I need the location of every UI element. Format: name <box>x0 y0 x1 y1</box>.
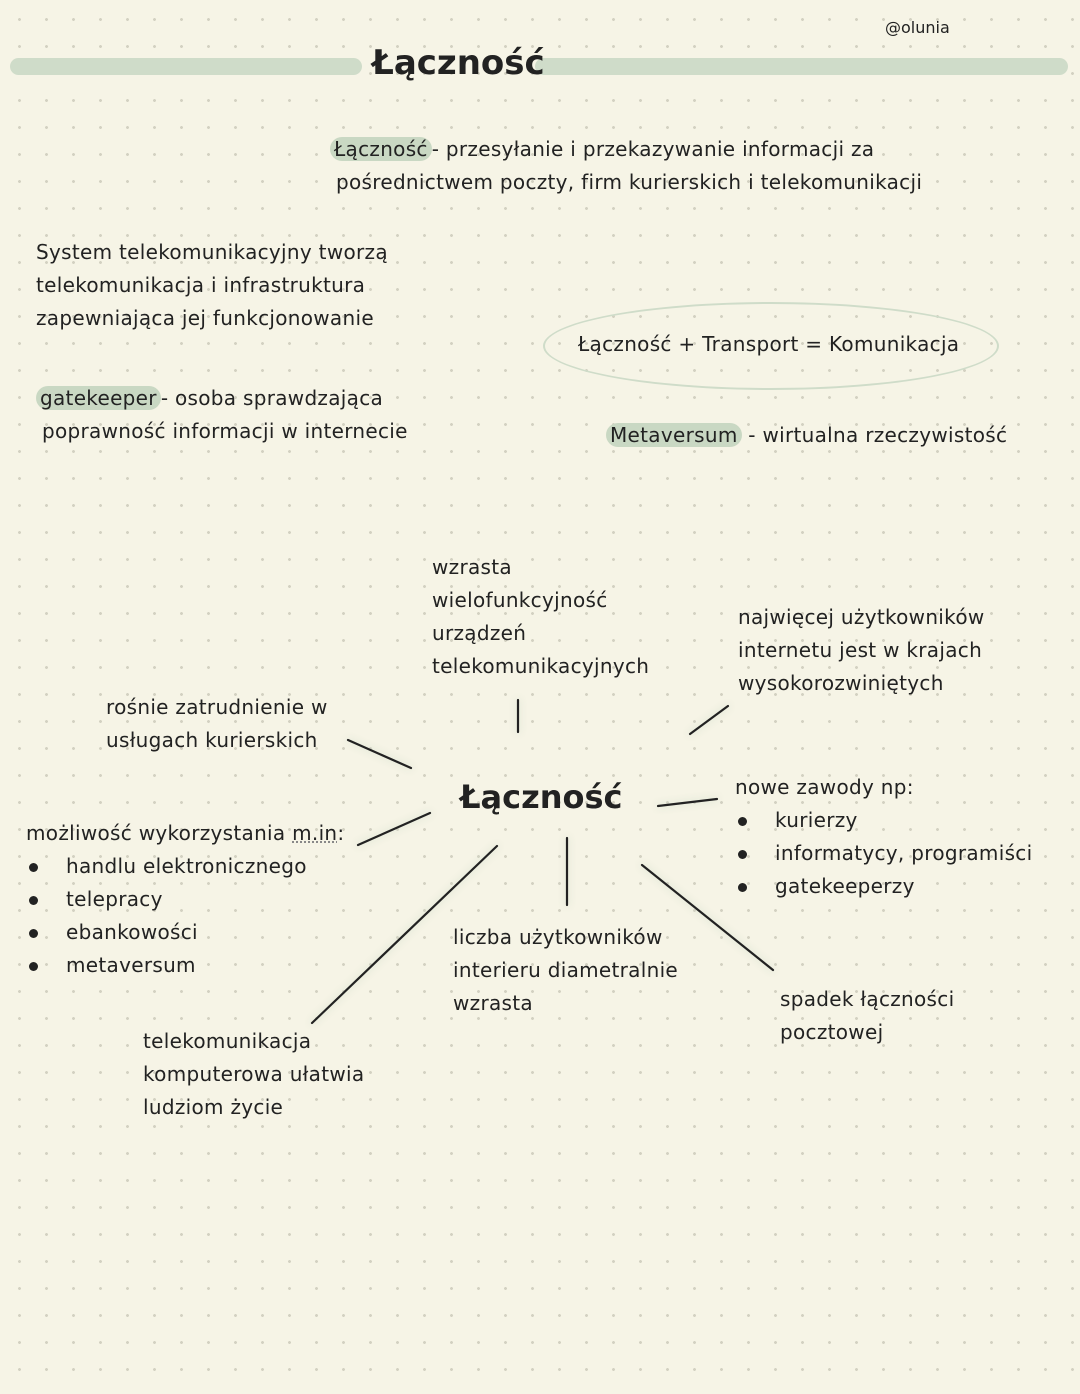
gatekeeper-line2: poprawność informacji w internecie <box>42 419 408 443</box>
connector-right-mid <box>658 799 717 806</box>
node-line: interieru diametralnie <box>453 958 679 982</box>
node-line: liczba użytkowników <box>453 925 663 949</box>
connector-left-top <box>348 740 411 768</box>
connector-top-right <box>690 706 728 734</box>
mindmap-node-left-mid <box>26 817 344 982</box>
node-line: usługach kurierskich <box>106 728 318 752</box>
node-line: wielofunkcyjność <box>432 588 608 612</box>
node-line: komputerowa ułatwia <box>143 1062 365 1086</box>
mindmap-node-top-right <box>738 601 985 700</box>
gatekeeper-term: gatekeeper <box>36 386 161 410</box>
mindmap-node-bottom-left <box>143 1025 364 1124</box>
definition-line1: - przesyłanie i przekazywanie informacji za <box>431 137 875 161</box>
equation-text: Łączność + Transport = Komunikacja <box>578 332 960 356</box>
list-item: metaversum <box>26 949 344 982</box>
mindmap-center: Łączność <box>460 778 623 816</box>
mindmap-node-right-mid <box>735 771 1032 903</box>
definition-term: Łączność <box>330 137 432 161</box>
metaversum-term: Metaversum <box>606 423 742 447</box>
node-line: wysokorozwiniętych <box>738 671 944 695</box>
gatekeeper-line1: - osoba sprawdzająca <box>160 386 384 410</box>
list-item: handlu elektronicznego <box>26 850 344 883</box>
node-line: rośnie zatrudnienie w <box>106 695 328 719</box>
system-note-line: telekomunikacja i infrastruktura <box>36 273 366 297</box>
author-tag: @olunia <box>885 18 950 37</box>
node-line: telekomunikacyjnych <box>432 654 650 678</box>
page-title: Łączność <box>372 43 545 83</box>
list-item: kurierzy <box>735 804 1032 837</box>
system-note-line: zapewniająca jej funkcjonowanie <box>36 306 374 330</box>
list-item: gatekeeperzy <box>735 870 1032 903</box>
mindmap-node-left-top <box>106 691 328 757</box>
list-item: ebankowości <box>26 916 344 949</box>
node-line: wzrasta <box>432 555 512 579</box>
mindmap-node-bottom-right <box>780 983 954 1049</box>
definition-line2: pośrednictwem poczty, firm kurierskich i telekomunikacji <box>336 170 923 194</box>
node-line: najwięcej użytkowników <box>738 605 985 629</box>
list-item: telepracy <box>26 883 344 916</box>
metaversum-rest: - wirtualna rzeczywistość <box>748 423 1008 447</box>
node-line: wzrasta <box>453 991 533 1015</box>
node-line: urządzeń <box>432 621 527 645</box>
node-line: spadek łączności <box>780 987 955 1011</box>
list-item: informatycy, programiści <box>735 837 1032 870</box>
mindmap-node-bottom <box>453 921 678 1020</box>
system-note-line: System telekomunikacyjny tworzą <box>36 240 388 264</box>
node-heading: możliwość wykorzystania m.in: <box>26 821 345 845</box>
node-line: pocztowej <box>780 1020 884 1044</box>
connector-left-mid <box>358 813 430 845</box>
node-line: internetu jest w krajach <box>738 638 983 662</box>
abbreviation: m.in <box>292 821 338 845</box>
node-heading: nowe zawody np: <box>735 775 914 799</box>
node-line: ludziom życie <box>143 1095 284 1119</box>
node-line: telekomunikacja <box>143 1029 312 1053</box>
mindmap-node-top <box>432 551 649 683</box>
